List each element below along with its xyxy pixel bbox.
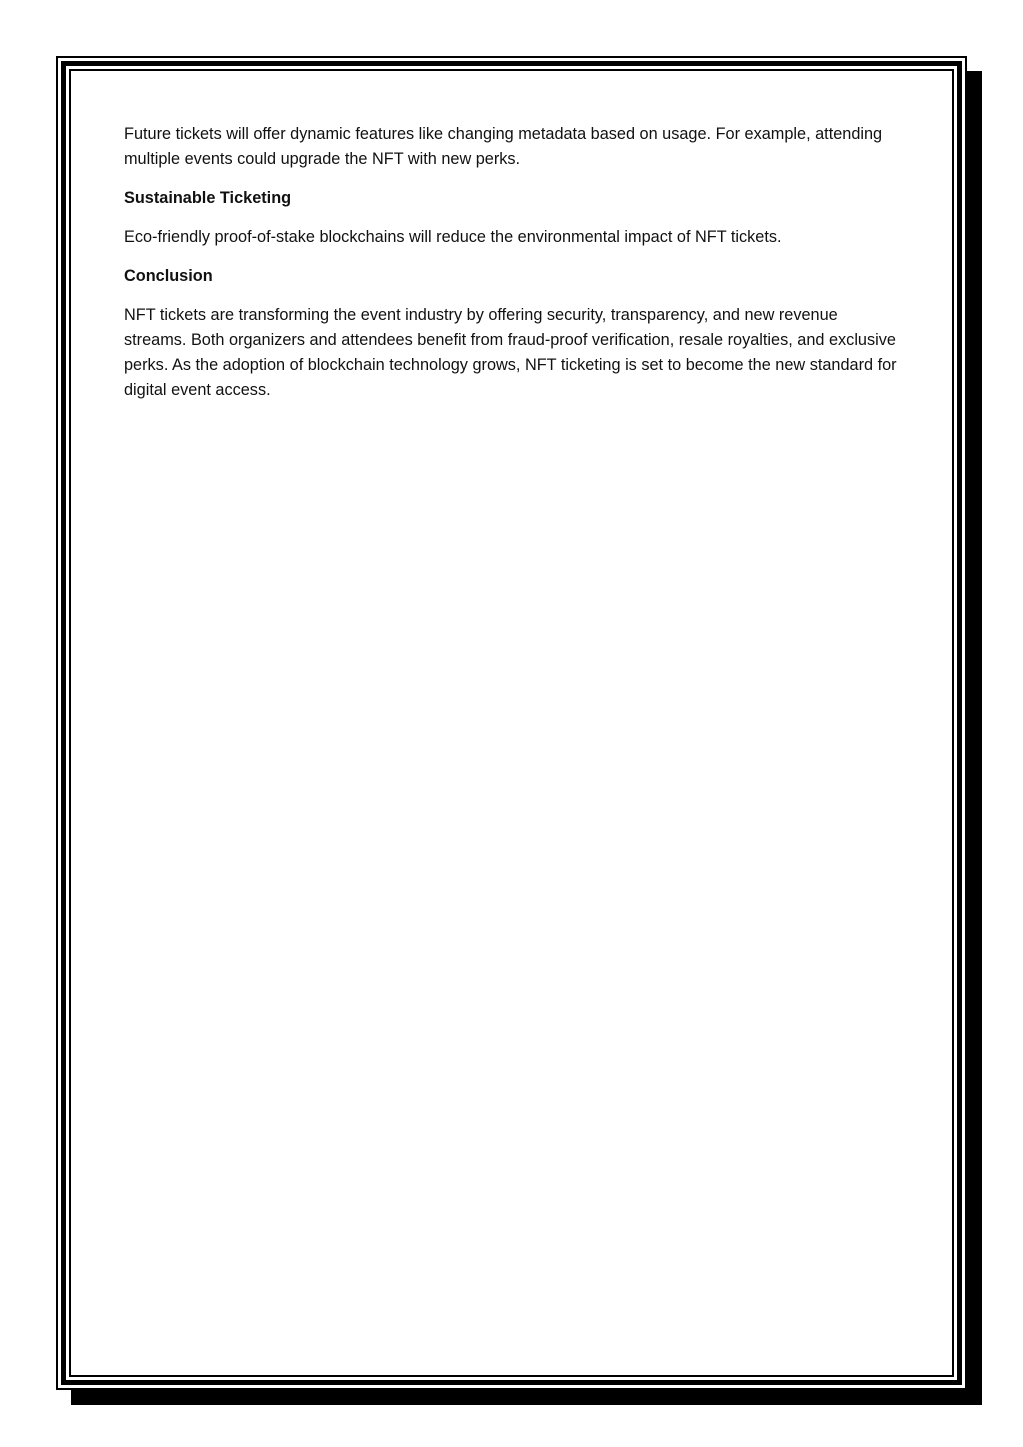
paragraph-conclusion: NFT tickets are transforming the event industry by offering security, transparency, and new revenue streams. Both organizers and attendees benefit from fraud-proof verification, resale royalties, and exclusive perks. As the adoption of blockchain technology grows, NFT ticketing is set to become the new standard for digital event access. bbox=[124, 306, 897, 399]
document-body bbox=[124, 122, 904, 417]
section-heading-sustainable-ticketing: Sustainable Ticketing bbox=[124, 189, 292, 207]
paragraph-dynamic-features: Future tickets will offer dynamic features like changing metadata based on usage. For example, attending multiple events could upgrade the NFT with new perks. bbox=[124, 125, 883, 168]
section-heading-conclusion: Conclusion bbox=[124, 267, 213, 285]
paragraph-eco-friendly: Eco-friendly proof-of-stake blockchains will reduce the environmental impact of NFT tickets. bbox=[124, 228, 782, 246]
